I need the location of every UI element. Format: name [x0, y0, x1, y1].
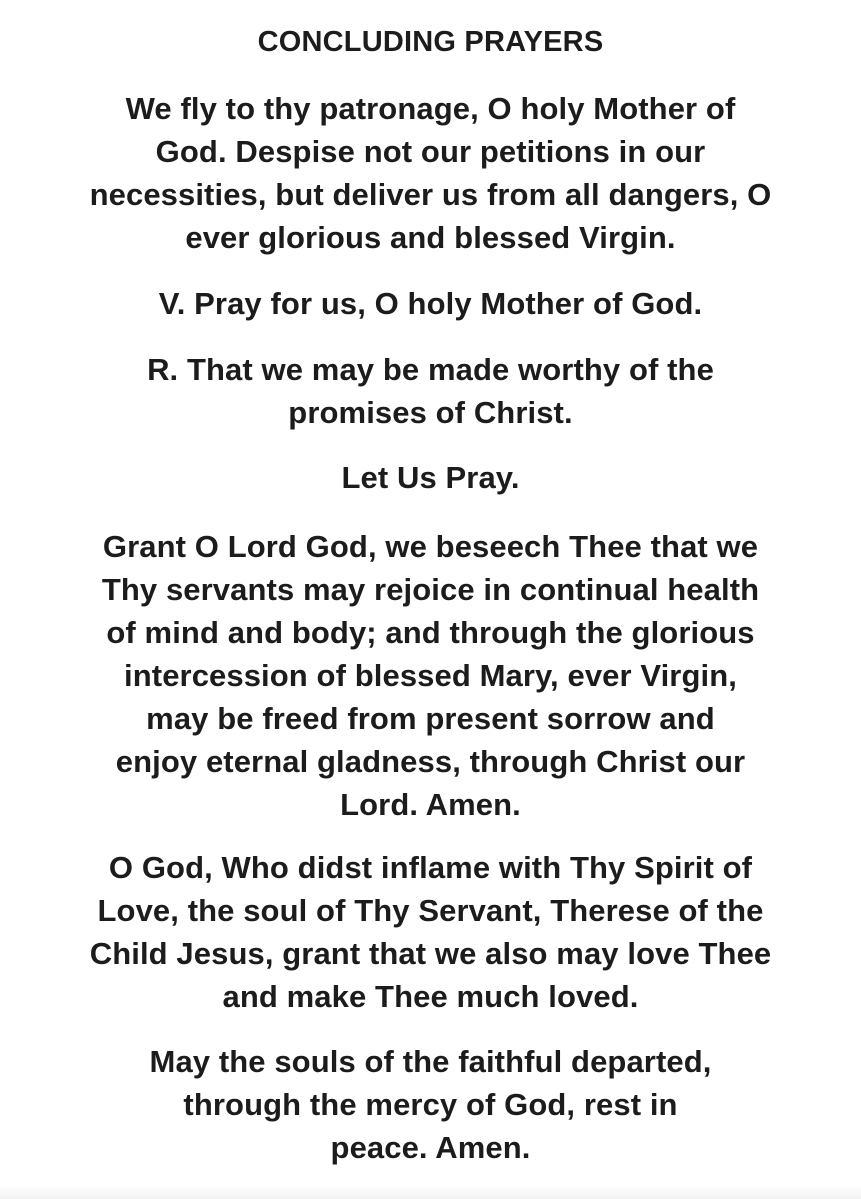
prayer-we-fly-to-thy-patronage — [30, 87, 831, 259]
prayer-grant-o-lord-god — [30, 525, 831, 826]
text-line: intercession of blessed Mary, ever Virgin, — [124, 658, 737, 693]
text-line: Grant O Lord God, we beseech Thee that we — [102, 529, 759, 564]
text-line: may be freed from present sorrow and — [146, 701, 715, 736]
text-line: Thy servants may rejoice in continual health — [101, 572, 760, 607]
text-line: R. That we may be made worthy of the — [147, 352, 714, 387]
text-line: V. Pray for us, O holy Mother of God. — [158, 286, 703, 321]
text-line: Lord. Amen. — [340, 787, 521, 822]
page-title: CONCLUDING PRAYERS — [257, 26, 604, 58]
text-line: enjoy eternal gladness, through Christ our — [115, 744, 746, 779]
text-line: peace. Amen. — [330, 1130, 531, 1165]
let-us-pray-heading — [30, 456, 831, 499]
text-line: ever glorious and blessed Virgin. — [185, 220, 676, 255]
text-line: Child Jesus, grant that we also may love Thee — [89, 936, 772, 971]
text-line: May the souls of the faithful departed, — [149, 1044, 712, 1079]
prayer-o-god-who-didst-inflame — [30, 846, 831, 1018]
response — [30, 348, 831, 434]
text-line: Let Us Pray. — [341, 460, 520, 495]
prayer-souls-of-the-faithful — [30, 1040, 831, 1169]
text-line: through the mercy of God, rest in — [183, 1087, 678, 1122]
text-line: of mind and body; and through the glorious — [106, 615, 755, 650]
versicle — [30, 282, 831, 325]
bottom-edge-shadow — [0, 1185, 861, 1199]
text-line: Love, the soul of Thy Servant, Therese of the — [97, 893, 764, 928]
text-line: We fly to thy patronage, O holy Mother of — [125, 91, 736, 126]
text-line: God. Despise not our petitions in our — [155, 134, 706, 169]
text-line: O God, Who didst inflame with Thy Spirit of — [108, 850, 753, 885]
text-line: and make Thee much loved. — [222, 979, 639, 1014]
text-line: promises of Christ. — [288, 395, 573, 430]
text-line: necessities, but deliver us from all dangers, O — [89, 177, 772, 212]
